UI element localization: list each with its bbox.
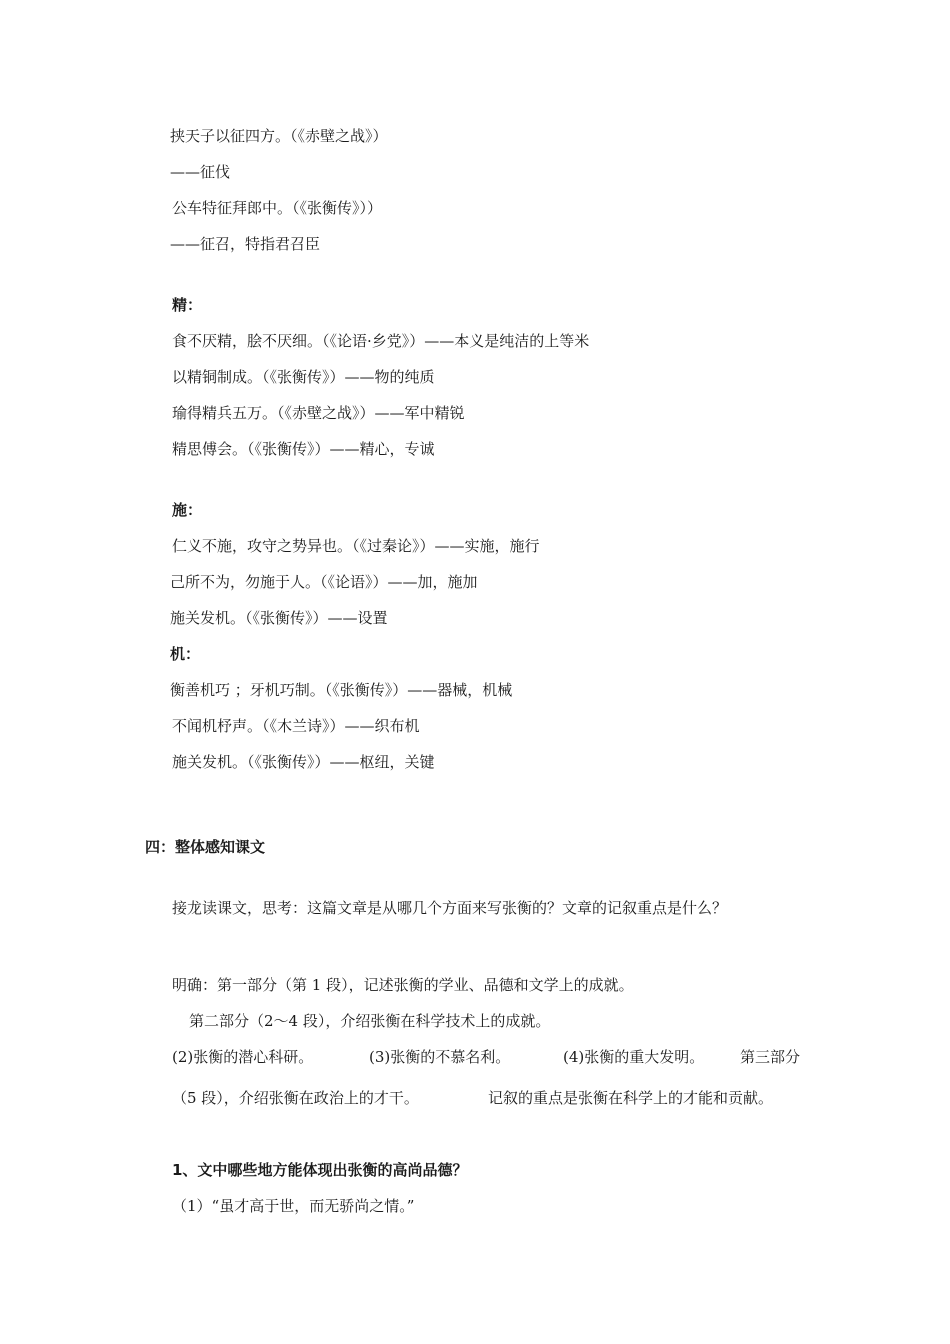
- question-1-heading: 1、文中哪些地方能体现出张衡的高尚品德？: [172, 1161, 468, 1179]
- jing-example-2: 以精铜制成。（《张衡传》）——物的纯质: [172, 368, 435, 386]
- section-4-answer-part-3: 第三部分: [740, 1048, 801, 1066]
- shi-heading: 施：: [172, 501, 203, 519]
- shi-example-3: 施关发机。（《张衡传》）——设置: [170, 609, 388, 627]
- section-4-answer-line-1: 明确：第一部分（第 1 段），记述张衡的学业、品德和文学上的成就。: [172, 976, 634, 994]
- section-4-answer-line-4: （5 段），介绍张衡在政治上的才干。: [172, 1089, 419, 1107]
- ji-example-3: 施关发机。（《张衡传》）——枢纽，关键: [172, 753, 435, 771]
- ji-example-1: 衡善机巧 ；牙机巧制。（《张衡传》）——器械，机械: [170, 681, 513, 699]
- zheng-meaning-1: ——征伐: [170, 163, 231, 181]
- section-4-answer-line-2: 第二部分（2～4 段），介绍张衡在科学技术上的成就。: [189, 1012, 551, 1030]
- section-4-heading: 四：整体感知课文: [145, 838, 266, 856]
- jing-example-4: 精思傅会。（《张衡传》）——精心，专诚: [172, 440, 435, 458]
- section-4-answer-item-3: (3)张衡的不慕名利。: [369, 1048, 511, 1066]
- zheng-meaning-2: ——征召，特指君召臣: [170, 235, 321, 253]
- zheng-example-2: 公车特征拜郎中。（《张衡传》））: [172, 199, 383, 217]
- shi-example-1: 仁义不施，攻守之势异也。（《过秦论》）——实施，施行: [172, 537, 540, 555]
- section-4-question: 接龙读课文，思考：这篇文章是从哪几个方面来写张衡的？文章的记叙重点是什么？: [172, 899, 728, 917]
- section-4-answer-focus: 记叙的重点是张衡在科学上的才能和贡献。: [488, 1089, 774, 1107]
- question-1-item-1: （1）“虽才高于世，而无骄尚之情。”: [172, 1197, 415, 1215]
- jing-example-3: 瑜得精兵五万。（《赤壁之战》）——军中精锐: [172, 404, 465, 422]
- ji-heading: 机：: [170, 645, 201, 663]
- section-4-answer-item-4: (4)张衡的重大发明。: [563, 1048, 705, 1066]
- ji-example-2: 不闻机杼声。（《木兰诗》）——织布机: [172, 717, 420, 735]
- shi-example-2: 己所不为，勿施于人。（《论语》）——加，施加: [170, 573, 478, 591]
- zheng-example-1: 挟天子以征四方。（《赤壁之战》）: [170, 127, 388, 145]
- jing-example-1: 食不厌精，脍不厌细。（《论语·乡党》）——本义是纯洁的上等米: [172, 332, 590, 350]
- section-4-answer-item-2: (2)张衡的潜心科研。: [172, 1048, 314, 1066]
- jing-heading: 精：: [172, 296, 203, 314]
